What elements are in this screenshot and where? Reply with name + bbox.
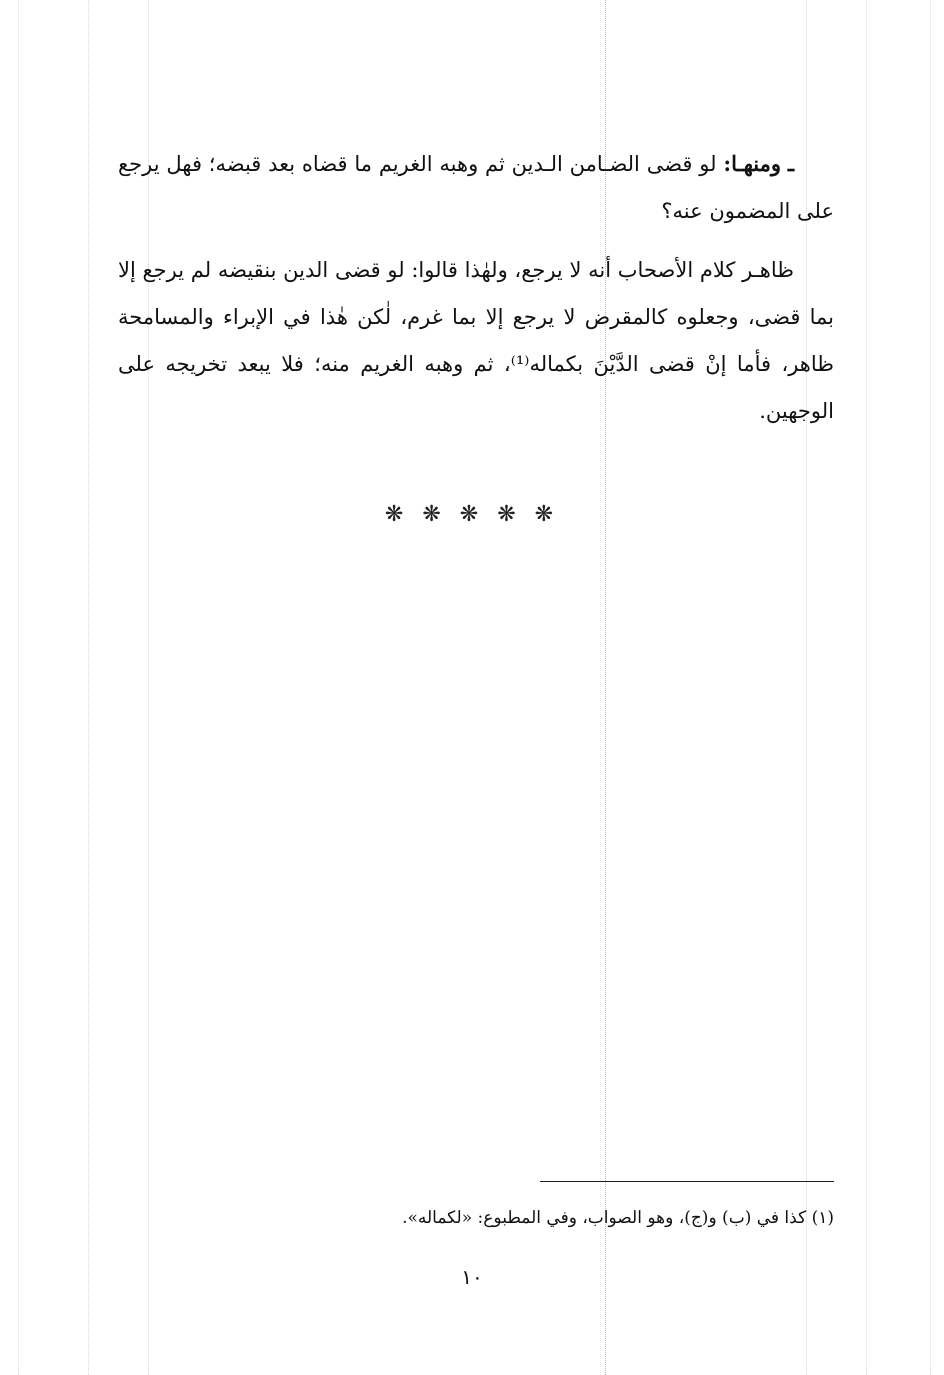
scan-guide-line — [930, 0, 931, 1375]
page-number: ١٠ — [461, 1265, 483, 1289]
body-text — [118, 140, 834, 435]
footnote: (١) كذا في (ب) و(ج)، وهو الصواب، وفي المطبوع: «لكماله». — [402, 1208, 834, 1228]
bullet-dash: ـ — [787, 151, 794, 176]
paragraph-text: لو قضى الضـامن الـدين ثم وهبه الغريم ما قضاه بعد قبضه؛ فهل يرجع على المضمون عنه؟ — [118, 152, 834, 223]
paragraph-lead-word: ومنهـا: — [723, 151, 782, 176]
section-separator-stars: ❋ ❋ ❋ ❋ ❋ — [384, 502, 560, 527]
footnote-divider — [540, 1181, 834, 1182]
scan-guide-line — [88, 0, 89, 1375]
scan-guide-line — [18, 0, 19, 1375]
paragraph-question — [118, 140, 834, 235]
scan-guide-line — [866, 0, 867, 1375]
paragraph-answer: ظاهـر كلام الأصحاب أنه لا يرجع، ولهٰذا قالوا: لو قضى الدين بنقيضه لم يرجع إلا بما قضى، وجعلوه كالمقرض لا يرجع إلا بما غرم، لٰكن هٰذا في الإبراء والمسامحة ظاهر، فأما إنْ قضى الدَّيْنَ بكماله⁽¹⁾، ثم وهبه الغريم منه؛ فلا يبعد تخريجه على الوجهين. — [118, 258, 834, 423]
